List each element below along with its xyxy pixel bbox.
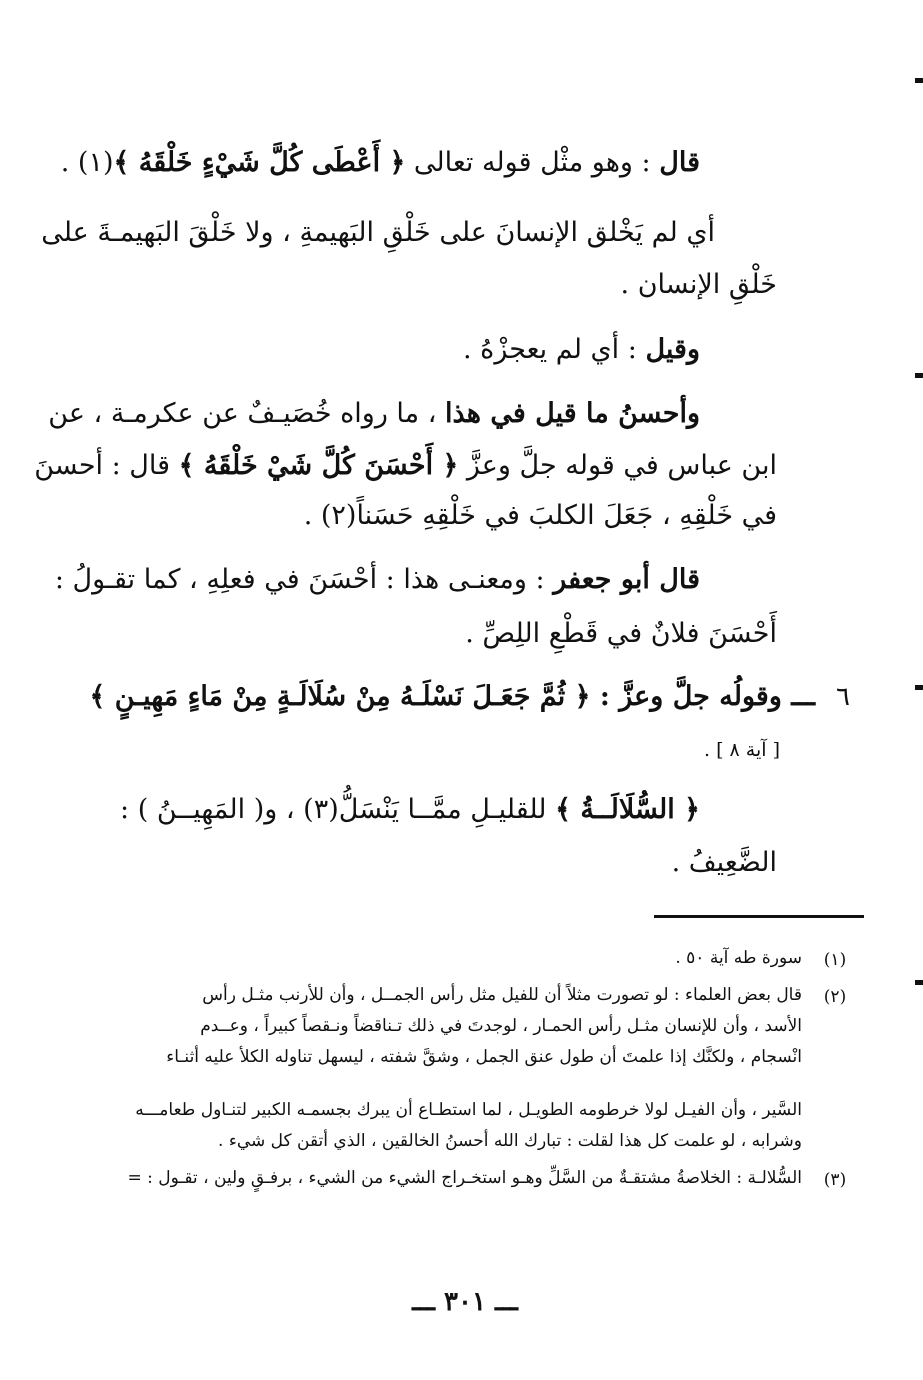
quran-quote: ﴿ ثُمَّ جَعَـلَ نَسْلَـهُ مِنْ سُلَالَـةٍ مِنْ مَاءٍ مَهِيـنٍ ﴾ bbox=[89, 681, 591, 712]
text-run: : وهو مثْل قوله تعالى bbox=[405, 147, 660, 178]
text-line bbox=[34, 446, 777, 486]
speaker-label: قال bbox=[659, 147, 700, 178]
footnote-text: سورة طه آية ٥٠ . bbox=[675, 948, 802, 968]
text-run: للقليـلِ ممَّــا يَنْسَلُّ(٣) ، و( المَهِيــنُ ) : bbox=[120, 794, 556, 825]
footnote-text: السَّير ، وأن الفيـل لولا خرطومه الطويـل ، لما استطـاع أن يبرك بجسمـه الكبير لتنـاول طعامـــه bbox=[135, 1100, 802, 1120]
text-line bbox=[115, 330, 700, 370]
quran-quote: ﴿ السُّلَالَــةُ ﴾ bbox=[555, 794, 700, 825]
text-run: ، ما رواه خُصَيـفٌ عن عكرمـة ، عن bbox=[48, 398, 446, 429]
speaker-label: قال أبو جعفر bbox=[553, 564, 700, 595]
text-run: : ومعنـى هذا : أحْسَنَ في فعلِهِ ، كما تقـولُ : bbox=[54, 564, 554, 595]
text-line bbox=[89, 677, 815, 717]
text-line: أي لم يَخْلق الإنسانَ على خَلْقِ البَهيمةِ ، ولا خَلْقَ البَهيمـةَ على bbox=[41, 217, 715, 248]
quran-quote: ﴿ أَحْسَنَ كُلَّ شَيْ خَلْقَهُ ﴾ bbox=[178, 450, 459, 481]
page-number: ـــ ٣٠١ ـــ bbox=[412, 1287, 518, 1317]
text-line: خَلْقِ الإنسان . bbox=[620, 269, 777, 300]
text-line bbox=[115, 790, 700, 830]
text-line bbox=[54, 560, 700, 600]
text-run: (١) . bbox=[60, 147, 114, 178]
scan-edge-mark bbox=[915, 685, 923, 690]
speaker-label: وقيل bbox=[645, 334, 700, 365]
quran-quote: ﴿ أَعْطَى كُلَّ شَيْءٍ خَلْقَهُ ﴾ bbox=[113, 147, 406, 178]
footnote-number: (٢) bbox=[823, 987, 847, 1007]
verse-reference: [ آية ٨ ] . bbox=[704, 739, 780, 761]
footnote-text: الأسد ، وأن للإنسان مثـل رأس الحمـار ، لوجدتَ في ذلك تـناقضاً ونـقصاً كبيراً ، وعــدم bbox=[200, 1016, 802, 1036]
footnote-text: وشرابه ، لو علمت كل هذا لقلت : تبارك الله أحسنُ الخالقين ، الذي أتقن كل شيء . bbox=[218, 1131, 802, 1151]
text-line bbox=[48, 394, 700, 434]
section-number: ٦ bbox=[836, 682, 850, 712]
text-run: : أي لم يعجزْهُ . bbox=[463, 334, 646, 365]
speaker-label: وأحسنُ ما قيل في هذا bbox=[445, 398, 700, 429]
footnote-separator bbox=[654, 915, 864, 918]
footnote-number: (٣) bbox=[823, 1170, 847, 1190]
text-line: أَحْسَنَ فلانٌ في قَطْعِ اللِصِّ . bbox=[465, 618, 777, 649]
text-line bbox=[60, 143, 700, 183]
footnote-text: قال بعض العلماء : لو تصورت مثلاً أن للفيل مثل رأس الجمــل ، وأن للأرنب مثـل رأس bbox=[202, 985, 802, 1005]
text-line: الضَّعِيفُ . bbox=[671, 847, 777, 878]
scan-edge-mark bbox=[915, 373, 923, 378]
footnote-number: (١) bbox=[823, 950, 847, 970]
footnote-text: السُّلالـة : الخلاصةُ مشتقـةٌ من السَّلِّ وهـو استخـراج الشيء من الشيء ، برفـقٍ ولين ، تقـول : = bbox=[127, 1168, 802, 1188]
text-run: قال : أحسنَ bbox=[34, 450, 179, 481]
text-run: ـــ وقولُه جلَّ وعزَّ : bbox=[590, 681, 815, 712]
scan-edge-mark bbox=[915, 78, 923, 83]
scan-edge-mark bbox=[915, 980, 923, 985]
text-run: ابن عباس في قوله جلَّ وعزَّ bbox=[458, 450, 777, 481]
footnote-text: انْسجام ، ولكنَّك إذا علمتَ أن طول عنق الجمل ، وشقَّ شفته ، ليسهل تناوله الكلأ عليه أثنـاء bbox=[166, 1047, 802, 1067]
text-line: في خَلْقِهِ ، جَعَلَ الكلبَ في خَلْقِهِ حَسَناً(٢) . bbox=[303, 500, 777, 531]
